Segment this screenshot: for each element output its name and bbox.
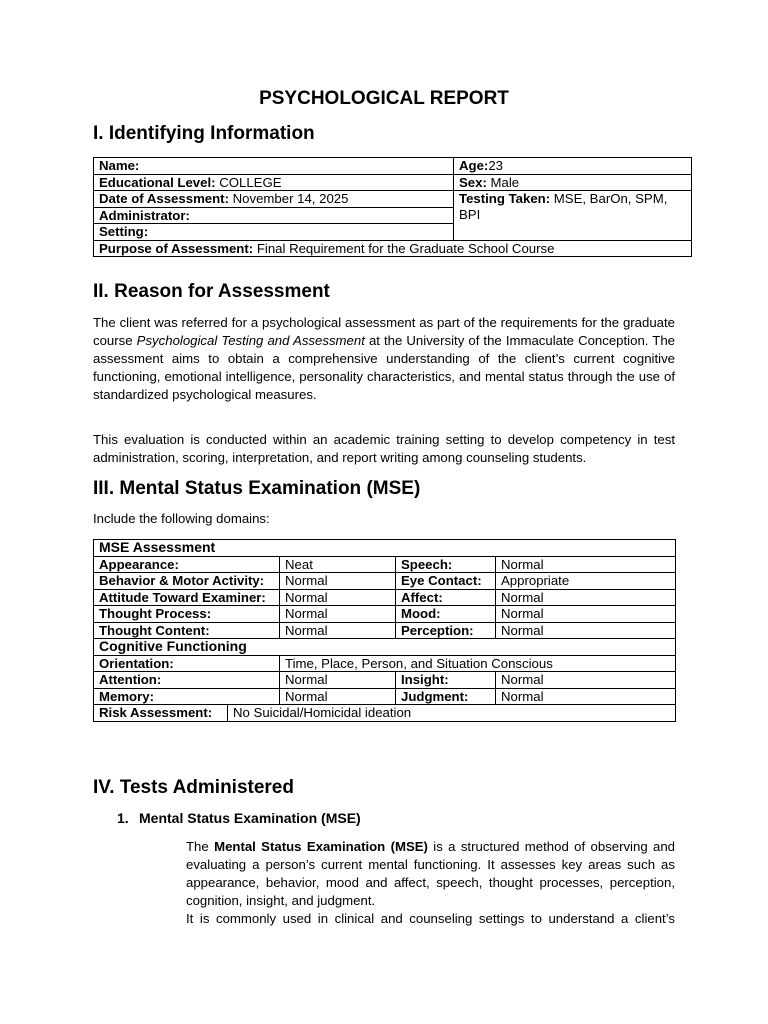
setting-cell	[94, 224, 454, 241]
risk-assessment-row	[94, 705, 676, 722]
test-list-item-1	[117, 809, 361, 827]
test-list-number: 1.	[117, 810, 129, 826]
affect-value: Normal	[496, 589, 676, 606]
identifying-information-table	[93, 157, 692, 257]
testing-taken-label: Testing Taken:	[459, 191, 551, 206]
name-label: Name:	[99, 158, 140, 173]
cognitive-functioning-header-text: Cognitive Functioning	[99, 638, 247, 654]
mse-description-last-line: It is commonly used in clinical and counseling settings to understand a client’s	[186, 911, 675, 926]
attention-label: Attention:	[99, 672, 162, 687]
insight-value: Normal	[496, 672, 676, 689]
reason-text-part-2: at the University of the Immaculate Conception. The assessment aims to obtain a comprehensive understanding of the client’s current cognitive functioning, emotional intelligence, personality characteristics, and mental status through the use of standardized psychological measures.	[93, 333, 676, 402]
perception-label: Perception:	[401, 622, 474, 638]
date-of-assessment-label: Date of Assessment:	[99, 191, 229, 206]
section-heading-mental-status-examination: III. Mental Status Examination (MSE)	[93, 478, 421, 499]
speech-value: Normal	[496, 556, 676, 573]
purpose-of-assessment-value: Final Requirement for the Graduate School Course	[256, 240, 555, 256]
mse-description-bold: Mental Status Examination (MSE)	[214, 839, 428, 854]
educational-level-value: COLLEGE	[219, 174, 282, 190]
mse-description-part-1: The	[186, 839, 215, 854]
testing-taken-value: MSE, BarOn, SPM, BPI	[459, 191, 668, 222]
behavior-motor-activity-label: Behavior & Motor Activity:	[99, 573, 265, 588]
appearance-label: Appearance:	[99, 556, 179, 572]
sex-label: Sex:	[459, 174, 487, 190]
attitude-toward-examiner-value: Normal	[280, 589, 396, 606]
eye-contact-value: Appropriate	[496, 573, 676, 590]
thought-content-label: Thought Content:	[99, 622, 210, 638]
reason-paragraph-2: This evaluation is conducted within an academic training setting to develop competency in test administration, scoring, interpretation, and report writing among counseling students.	[93, 432, 675, 465]
setting-label: Setting:	[99, 224, 149, 239]
section-heading-identifying-information: I. Identifying Information	[93, 123, 315, 144]
mse-assessment-header	[94, 540, 676, 557]
risk-assessment-inner	[94, 705, 675, 721]
name-cell	[94, 158, 454, 175]
section-heading-tests-administered: IV. Tests Administered	[93, 777, 294, 798]
age-label: Age:	[459, 158, 489, 173]
sex-cell	[454, 174, 692, 191]
cognitive-functioning-header	[94, 639, 676, 656]
purpose-of-assessment-label: Purpose of Assessment:	[99, 240, 254, 256]
risk-assessment-label: Risk Assessment:	[99, 705, 213, 720]
course-name: Psychological Testing and Assessment	[136, 333, 365, 348]
memory-label: Memory:	[99, 688, 154, 704]
age-value: 23	[488, 158, 503, 173]
orientation-label: Orientation:	[99, 655, 174, 671]
mse-table	[93, 539, 676, 722]
testing-taken-cell	[454, 191, 692, 241]
thought-content-value: Normal	[280, 622, 396, 639]
risk-assessment-value: No Suicidal/Homicidal ideation	[233, 705, 412, 720]
mse-assessment-header-text: MSE Assessment	[99, 539, 216, 555]
behavior-motor-activity-value: Normal	[280, 573, 396, 590]
thought-process-value: Normal	[280, 606, 396, 623]
mse-intro-text: Include the following domains:	[93, 511, 270, 526]
report-title: PSYCHOLOGICAL REPORT	[259, 88, 509, 109]
section-heading-reason-for-assessment: II. Reason for Assessment	[93, 281, 330, 302]
reason-paragraph-1	[93, 314, 675, 404]
affect-label: Affect:	[401, 589, 443, 605]
reason-text-part-1: The client was referred for a psychological assessment as part of the requirements for the graduate course	[93, 315, 675, 348]
memory-value: Normal	[280, 688, 396, 705]
perception-value: Normal	[496, 622, 676, 639]
sex-value: Male	[490, 174, 520, 190]
mse-description-part-2: is a structured method of observing and evaluating a person’s current mental functioning. It assesses key areas such as appearance, behavior, mood and affect, speech, thought processes, perception, cognition, insight, and judgment.	[186, 839, 676, 908]
mood-value: Normal	[496, 606, 676, 623]
educational-level-cell	[94, 174, 454, 191]
date-of-assessment-cell	[94, 191, 454, 208]
attitude-toward-examiner-label: Attitude Toward Examiner:	[99, 589, 266, 605]
test-list-title: Mental Status Examination (MSE)	[139, 810, 361, 826]
administrator-cell	[94, 207, 454, 224]
eye-contact-label: Eye Contact:	[401, 573, 482, 588]
appearance-value: Neat	[280, 556, 396, 573]
judgment-value: Normal	[496, 688, 676, 705]
attention-value: Normal	[280, 672, 396, 689]
speech-label: Speech:	[401, 556, 453, 572]
orientation-value: Time, Place, Person, and Situation Conscious	[280, 655, 676, 672]
mood-label: Mood:	[401, 606, 441, 621]
thought-process-label: Thought Process:	[99, 606, 212, 621]
educational-level-label: Educational Level:	[99, 174, 216, 190]
purpose-of-assessment-cell	[94, 240, 692, 257]
mse-description-paragraph	[186, 838, 675, 928]
insight-label: Insight:	[401, 672, 449, 687]
date-of-assessment-value: November 14, 2025	[232, 191, 349, 206]
age-cell	[454, 158, 692, 175]
administrator-label: Administrator:	[99, 207, 190, 223]
judgment-label: Judgment:	[401, 688, 469, 704]
